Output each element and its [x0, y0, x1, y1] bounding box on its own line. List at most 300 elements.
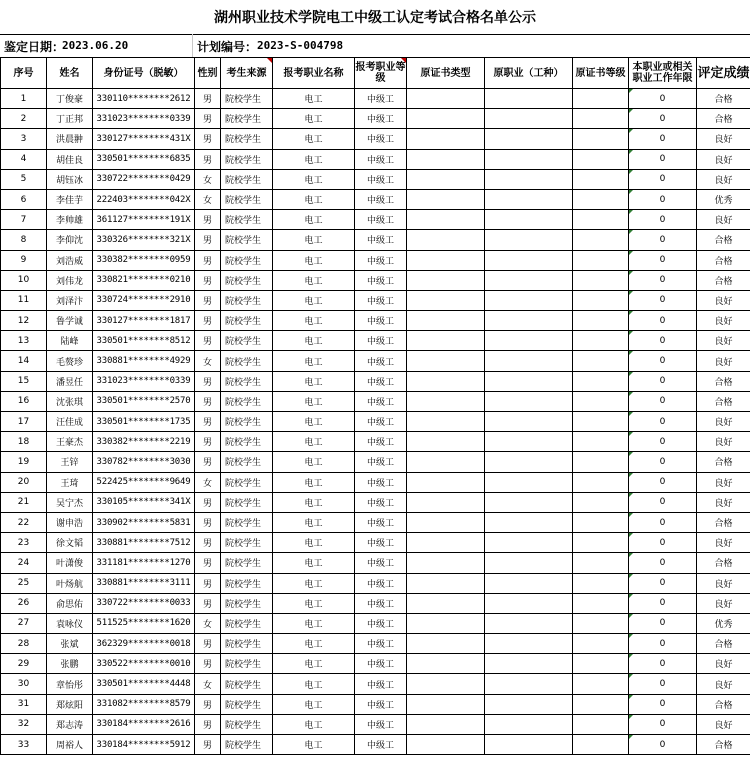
cell-name[interactable] [47, 694, 93, 714]
cell-occupation[interactable] [273, 472, 355, 492]
cell-occupation[interactable] [273, 169, 355, 189]
cell-index[interactable] [1, 331, 47, 351]
cell-work-years[interactable] [629, 351, 697, 371]
cell-orig-cert-type[interactable] [407, 250, 485, 270]
cell-source[interactable] [221, 714, 273, 734]
cell-result[interactable] [697, 311, 750, 331]
cell-name[interactable] [47, 593, 93, 613]
cell-index[interactable] [1, 270, 47, 290]
cell-orig-occupation[interactable] [485, 230, 573, 250]
cell-orig-cert-type[interactable] [407, 331, 485, 351]
cell-work-years[interactable] [629, 714, 697, 734]
cell-id[interactable] [93, 412, 195, 432]
cell-name[interactable] [47, 210, 93, 230]
cell-gender[interactable] [195, 452, 221, 472]
cell-index[interactable] [1, 613, 47, 633]
cell-gender[interactable] [195, 654, 221, 674]
cell-orig-cert-level[interactable] [573, 613, 629, 633]
cell-orig-occupation[interactable] [485, 674, 573, 694]
header-cell-name[interactable]: 姓名 [47, 58, 93, 89]
cell-index[interactable] [1, 735, 47, 755]
cell-gender[interactable] [195, 250, 221, 270]
cell-id[interactable] [93, 169, 195, 189]
cell-name[interactable] [47, 573, 93, 593]
cell-source[interactable] [221, 290, 273, 310]
cell-gender[interactable] [195, 129, 221, 149]
cell-result[interactable] [697, 593, 750, 613]
cell-occupation[interactable] [273, 331, 355, 351]
header-cell-result[interactable]: 评定成绩 [697, 58, 750, 89]
cell-occupation[interactable] [273, 573, 355, 593]
cell-source[interactable] [221, 654, 273, 674]
cell-orig-occupation[interactable] [485, 735, 573, 755]
cell-source[interactable] [221, 250, 273, 270]
cell-orig-cert-level[interactable] [573, 634, 629, 654]
cell-name[interactable] [47, 472, 93, 492]
cell-occupation[interactable] [273, 512, 355, 532]
cell-source[interactable] [221, 391, 273, 411]
cell-orig-cert-level[interactable] [573, 593, 629, 613]
cell-id[interactable] [93, 452, 195, 472]
cell-orig-cert-type[interactable] [407, 109, 485, 129]
cell-result[interactable] [697, 371, 750, 391]
cell-result[interactable] [697, 149, 750, 169]
cell-work-years[interactable] [629, 735, 697, 755]
cell-name[interactable] [47, 270, 93, 290]
cell-orig-occupation[interactable] [485, 250, 573, 270]
cell-orig-cert-type[interactable] [407, 129, 485, 149]
cell-occupation[interactable] [273, 129, 355, 149]
cell-index[interactable] [1, 412, 47, 432]
cell-orig-cert-level[interactable] [573, 210, 629, 230]
cell-id[interactable] [93, 230, 195, 250]
cell-level[interactable] [355, 432, 407, 452]
cell-orig-cert-level[interactable] [573, 391, 629, 411]
cell-gender[interactable] [195, 735, 221, 755]
cell-orig-cert-type[interactable] [407, 634, 485, 654]
cell-orig-cert-type[interactable] [407, 573, 485, 593]
cell-name[interactable] [47, 412, 93, 432]
cell-id[interactable] [93, 250, 195, 270]
cell-result[interactable] [697, 169, 750, 189]
cell-source[interactable] [221, 270, 273, 290]
cell-result[interactable] [697, 210, 750, 230]
cell-index[interactable] [1, 593, 47, 613]
cell-orig-occupation[interactable] [485, 169, 573, 189]
cell-occupation[interactable] [273, 452, 355, 472]
cell-name[interactable] [47, 533, 93, 553]
cell-orig-cert-level[interactable] [573, 452, 629, 472]
cell-id[interactable] [93, 129, 195, 149]
cell-index[interactable] [1, 230, 47, 250]
cell-orig-cert-level[interactable] [573, 351, 629, 371]
cell-result[interactable] [697, 533, 750, 553]
cell-orig-cert-type[interactable] [407, 613, 485, 633]
cell-work-years[interactable] [629, 452, 697, 472]
cell-occupation[interactable] [273, 189, 355, 209]
cell-orig-occupation[interactable] [485, 331, 573, 351]
cell-id[interactable] [93, 654, 195, 674]
cell-orig-cert-level[interactable] [573, 714, 629, 734]
cell-gender[interactable] [195, 533, 221, 553]
cell-index[interactable] [1, 250, 47, 270]
cell-occupation[interactable] [273, 432, 355, 452]
cell-orig-cert-level[interactable] [573, 735, 629, 755]
cell-result[interactable] [697, 492, 750, 512]
cell-orig-cert-level[interactable] [573, 311, 629, 331]
cell-gender[interactable] [195, 492, 221, 512]
cell-gender[interactable] [195, 553, 221, 573]
cell-work-years[interactable] [629, 512, 697, 532]
cell-source[interactable] [221, 129, 273, 149]
cell-id[interactable] [93, 593, 195, 613]
cell-orig-cert-type[interactable] [407, 412, 485, 432]
cell-source[interactable] [221, 371, 273, 391]
cell-orig-cert-type[interactable] [407, 351, 485, 371]
cell-level[interactable] [355, 654, 407, 674]
cell-index[interactable] [1, 674, 47, 694]
cell-result[interactable] [697, 553, 750, 573]
cell-level[interactable] [355, 210, 407, 230]
cell-work-years[interactable] [629, 290, 697, 310]
cell-source[interactable] [221, 149, 273, 169]
cell-orig-cert-level[interactable] [573, 694, 629, 714]
cell-orig-occupation[interactable] [485, 210, 573, 230]
cell-id[interactable] [93, 391, 195, 411]
cell-occupation[interactable] [273, 109, 355, 129]
cell-index[interactable] [1, 290, 47, 310]
cell-orig-cert-type[interactable] [407, 169, 485, 189]
cell-source[interactable] [221, 634, 273, 654]
cell-name[interactable] [47, 512, 93, 532]
cell-source[interactable] [221, 169, 273, 189]
cell-index[interactable] [1, 371, 47, 391]
cell-source[interactable] [221, 573, 273, 593]
cell-gender[interactable] [195, 634, 221, 654]
cell-work-years[interactable] [629, 391, 697, 411]
cell-orig-cert-level[interactable] [573, 512, 629, 532]
cell-source[interactable] [221, 492, 273, 512]
cell-orig-occupation[interactable] [485, 553, 573, 573]
header-cell-source[interactable] [221, 58, 273, 89]
cell-index[interactable] [1, 169, 47, 189]
cell-occupation[interactable] [273, 613, 355, 633]
cell-orig-occupation[interactable] [485, 109, 573, 129]
cell-occupation[interactable] [273, 412, 355, 432]
cell-index[interactable] [1, 149, 47, 169]
cell-level[interactable] [355, 694, 407, 714]
cell-orig-cert-type[interactable] [407, 674, 485, 694]
cell-source[interactable] [221, 432, 273, 452]
cell-index[interactable] [1, 533, 47, 553]
header-cell-occupation[interactable]: 报考职业名称 [273, 58, 355, 89]
cell-work-years[interactable] [629, 169, 697, 189]
cell-name[interactable] [47, 553, 93, 573]
cell-result[interactable] [697, 735, 750, 755]
cell-work-years[interactable] [629, 270, 697, 290]
cell-level[interactable] [355, 290, 407, 310]
cell-name[interactable] [47, 371, 93, 391]
cell-orig-occupation[interactable] [485, 371, 573, 391]
cell-id[interactable] [93, 149, 195, 169]
date-value[interactable]: 2023.06.20 [62, 39, 129, 52]
plan-value[interactable]: 2023-S-004798 [257, 39, 344, 52]
cell-orig-cert-level[interactable] [573, 270, 629, 290]
cell-orig-occupation[interactable] [485, 89, 573, 109]
cell-gender[interactable] [195, 331, 221, 351]
cell-occupation[interactable] [273, 735, 355, 755]
cell-index[interactable] [1, 391, 47, 411]
cell-work-years[interactable] [629, 230, 697, 250]
cell-result[interactable] [697, 129, 750, 149]
cell-orig-cert-type[interactable] [407, 512, 485, 532]
cell-index[interactable] [1, 472, 47, 492]
cell-work-years[interactable] [629, 533, 697, 553]
header-cell-index[interactable]: 序号 [1, 58, 47, 89]
cell-orig-occupation[interactable] [485, 412, 573, 432]
cell-source[interactable] [221, 189, 273, 209]
cell-id[interactable] [93, 573, 195, 593]
cell-orig-occupation[interactable] [485, 573, 573, 593]
cell-name[interactable] [47, 169, 93, 189]
cell-result[interactable] [697, 351, 750, 371]
cell-source[interactable] [221, 512, 273, 532]
cell-orig-cert-level[interactable] [573, 129, 629, 149]
cell-work-years[interactable] [629, 89, 697, 109]
cell-orig-cert-level[interactable] [573, 573, 629, 593]
cell-index[interactable] [1, 694, 47, 714]
cell-level[interactable] [355, 452, 407, 472]
cell-orig-cert-type[interactable] [407, 371, 485, 391]
cell-occupation[interactable] [273, 391, 355, 411]
cell-level[interactable] [355, 169, 407, 189]
cell-orig-cert-type[interactable] [407, 311, 485, 331]
cell-id[interactable] [93, 492, 195, 512]
header-cell-orig-cert-type[interactable]: 原证书类型 [407, 58, 485, 89]
cell-orig-cert-type[interactable] [407, 472, 485, 492]
cell-source[interactable] [221, 351, 273, 371]
cell-id[interactable] [93, 613, 195, 633]
cell-source[interactable] [221, 735, 273, 755]
cell-name[interactable] [47, 735, 93, 755]
cell-id[interactable] [93, 512, 195, 532]
cell-gender[interactable] [195, 270, 221, 290]
cell-gender[interactable] [195, 412, 221, 432]
cell-level[interactable] [355, 189, 407, 209]
cell-result[interactable] [697, 674, 750, 694]
cell-level[interactable] [355, 735, 407, 755]
cell-orig-cert-level[interactable] [573, 492, 629, 512]
cell-name[interactable] [47, 452, 93, 472]
cell-name[interactable] [47, 613, 93, 633]
cell-id[interactable] [93, 290, 195, 310]
cell-work-years[interactable] [629, 432, 697, 452]
cell-orig-cert-level[interactable] [573, 674, 629, 694]
cell-source[interactable] [221, 593, 273, 613]
cell-source[interactable] [221, 412, 273, 432]
cell-level[interactable] [355, 371, 407, 391]
cell-orig-cert-type[interactable] [407, 290, 485, 310]
cell-gender[interactable] [195, 512, 221, 532]
cell-id[interactable] [93, 472, 195, 492]
cell-work-years[interactable] [629, 189, 697, 209]
cell-index[interactable] [1, 432, 47, 452]
cell-name[interactable] [47, 189, 93, 209]
cell-work-years[interactable] [629, 472, 697, 492]
cell-id[interactable] [93, 371, 195, 391]
cell-orig-cert-type[interactable] [407, 189, 485, 209]
cell-orig-cert-level[interactable] [573, 472, 629, 492]
cell-index[interactable] [1, 189, 47, 209]
cell-gender[interactable] [195, 210, 221, 230]
cell-gender[interactable] [195, 593, 221, 613]
cell-level[interactable] [355, 109, 407, 129]
cell-occupation[interactable] [273, 674, 355, 694]
cell-work-years[interactable] [629, 109, 697, 129]
cell-orig-cert-type[interactable] [407, 391, 485, 411]
cell-orig-occupation[interactable] [485, 593, 573, 613]
cell-orig-cert-type[interactable] [407, 149, 485, 169]
cell-source[interactable] [221, 553, 273, 573]
cell-orig-occupation[interactable] [485, 391, 573, 411]
cell-source[interactable] [221, 230, 273, 250]
cell-orig-occupation[interactable] [485, 290, 573, 310]
cell-name[interactable] [47, 634, 93, 654]
cell-result[interactable] [697, 109, 750, 129]
cell-occupation[interactable] [273, 492, 355, 512]
cell-orig-occupation[interactable] [485, 472, 573, 492]
cell-result[interactable] [697, 189, 750, 209]
cell-level[interactable] [355, 634, 407, 654]
cell-level[interactable] [355, 593, 407, 613]
cell-occupation[interactable] [273, 250, 355, 270]
cell-occupation[interactable] [273, 270, 355, 290]
cell-orig-cert-level[interactable] [573, 412, 629, 432]
cell-result[interactable] [697, 634, 750, 654]
cell-id[interactable] [93, 311, 195, 331]
cell-gender[interactable] [195, 391, 221, 411]
cell-orig-cert-level[interactable] [573, 250, 629, 270]
cell-id[interactable] [93, 694, 195, 714]
cell-source[interactable] [221, 109, 273, 129]
cell-work-years[interactable] [629, 371, 697, 391]
cell-orig-cert-type[interactable] [407, 714, 485, 734]
cell-gender[interactable] [195, 189, 221, 209]
cell-id[interactable] [93, 210, 195, 230]
cell-occupation[interactable] [273, 311, 355, 331]
cell-index[interactable] [1, 311, 47, 331]
cell-occupation[interactable] [273, 634, 355, 654]
cell-gender[interactable] [195, 149, 221, 169]
cell-source[interactable] [221, 674, 273, 694]
cell-result[interactable] [697, 512, 750, 532]
cell-work-years[interactable] [629, 129, 697, 149]
cell-orig-occupation[interactable] [485, 654, 573, 674]
cell-work-years[interactable] [629, 573, 697, 593]
cell-orig-cert-type[interactable] [407, 593, 485, 613]
cell-id[interactable] [93, 331, 195, 351]
cell-result[interactable] [697, 250, 750, 270]
cell-orig-cert-type[interactable] [407, 230, 485, 250]
cell-name[interactable] [47, 129, 93, 149]
cell-orig-cert-level[interactable] [573, 371, 629, 391]
cell-name[interactable] [47, 290, 93, 310]
cell-id[interactable] [93, 533, 195, 553]
cell-occupation[interactable] [273, 654, 355, 674]
cell-id[interactable] [93, 432, 195, 452]
cell-level[interactable] [355, 230, 407, 250]
cell-source[interactable] [221, 331, 273, 351]
cell-work-years[interactable] [629, 674, 697, 694]
cell-id[interactable] [93, 634, 195, 654]
cell-occupation[interactable] [273, 553, 355, 573]
cell-result[interactable] [697, 613, 750, 633]
cell-level[interactable] [355, 613, 407, 633]
cell-orig-cert-level[interactable] [573, 189, 629, 209]
cell-source[interactable] [221, 452, 273, 472]
cell-index[interactable] [1, 573, 47, 593]
cell-orig-occupation[interactable] [485, 311, 573, 331]
cell-level[interactable] [355, 129, 407, 149]
cell-index[interactable] [1, 109, 47, 129]
cell-work-years[interactable] [629, 210, 697, 230]
cell-id[interactable] [93, 351, 195, 371]
cell-name[interactable] [47, 714, 93, 734]
cell-source[interactable] [221, 210, 273, 230]
cell-source[interactable] [221, 472, 273, 492]
cell-result[interactable] [697, 452, 750, 472]
cell-level[interactable] [355, 250, 407, 270]
header-cell-orig-cert-level[interactable]: 原证书等级 [573, 58, 629, 89]
cell-id[interactable] [93, 189, 195, 209]
cell-occupation[interactable] [273, 694, 355, 714]
cell-gender[interactable] [195, 694, 221, 714]
cell-work-years[interactable] [629, 311, 697, 331]
cell-id[interactable] [93, 735, 195, 755]
cell-level[interactable] [355, 472, 407, 492]
cell-orig-cert-level[interactable] [573, 169, 629, 189]
cell-source[interactable] [221, 89, 273, 109]
cell-name[interactable] [47, 432, 93, 452]
cell-orig-occupation[interactable] [485, 452, 573, 472]
cell-orig-cert-level[interactable] [573, 432, 629, 452]
cell-index[interactable] [1, 89, 47, 109]
cell-index[interactable] [1, 512, 47, 532]
cell-result[interactable] [697, 432, 750, 452]
cell-orig-cert-level[interactable] [573, 654, 629, 674]
cell-level[interactable] [355, 533, 407, 553]
cell-result[interactable] [697, 270, 750, 290]
cell-source[interactable] [221, 311, 273, 331]
cell-gender[interactable] [195, 351, 221, 371]
cell-orig-cert-type[interactable] [407, 492, 485, 512]
cell-orig-cert-type[interactable] [407, 694, 485, 714]
cell-name[interactable] [47, 674, 93, 694]
cell-work-years[interactable] [629, 613, 697, 633]
cell-occupation[interactable] [273, 714, 355, 734]
cell-orig-occupation[interactable] [485, 432, 573, 452]
cell-orig-cert-type[interactable] [407, 452, 485, 472]
cell-index[interactable] [1, 634, 47, 654]
cell-occupation[interactable] [273, 533, 355, 553]
cell-name[interactable] [47, 351, 93, 371]
cell-name[interactable] [47, 331, 93, 351]
cell-gender[interactable] [195, 311, 221, 331]
cell-work-years[interactable] [629, 149, 697, 169]
cell-gender[interactable] [195, 432, 221, 452]
cell-gender[interactable] [195, 714, 221, 734]
cell-orig-occupation[interactable] [485, 533, 573, 553]
